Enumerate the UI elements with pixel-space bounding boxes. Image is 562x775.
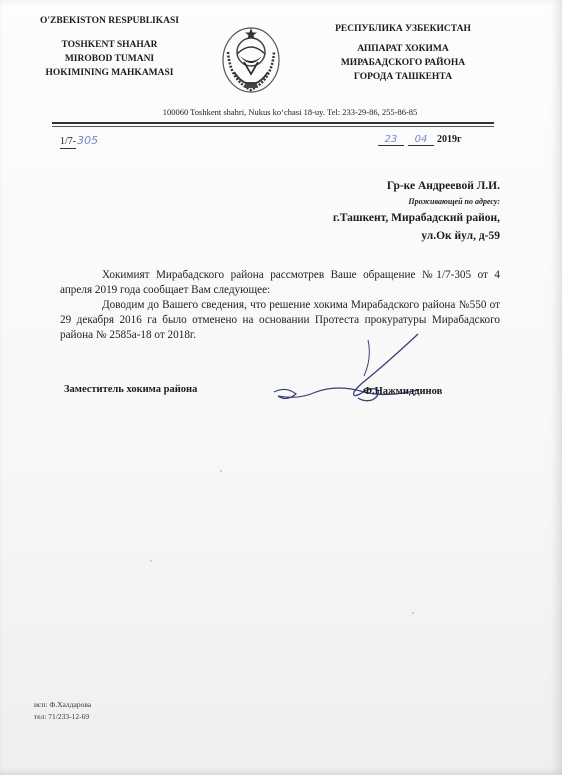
- handwritten-signature-icon: [268, 332, 438, 410]
- date-month: 04: [408, 134, 434, 146]
- header-divider-thin: [52, 126, 494, 127]
- header-right-block: [318, 22, 488, 84]
- outgoing-number-handwritten: 305: [77, 134, 99, 147]
- signatory-name: Ф.Нажмиддинов: [363, 386, 443, 397]
- paper-speck: [150, 560, 152, 562]
- executor-footer: [34, 699, 91, 723]
- signatory-title: Заместитель хокима района: [64, 384, 198, 395]
- paper-speck: [220, 470, 222, 472]
- addressee-address-line2: ул.Ок йул, д-59: [421, 230, 500, 242]
- header-divider: [52, 122, 494, 124]
- header-address: 100060 Toshkent shahri, Nukus ko‘chasi 18-uy. Tel: 233-29-86, 255-86-85: [162, 107, 418, 117]
- body-paragraph-1: Хокимият Мирабадского района рассмотрев Ваше обращение №1/7-305 от 4 апреля 2019 года сообщает Вам следующее:: [60, 269, 500, 296]
- header-right-line1: АППАРАТ ХОКИМА: [357, 44, 449, 54]
- addressee-name: Гр-ке Андреевой Л.И.: [386, 180, 500, 192]
- executor-phone: тел: 71/233-12-69: [34, 712, 90, 721]
- header-left-line2: MIROBOD TUMANI: [64, 54, 155, 64]
- header-left-line3: HOKIMINING MAHKAMASI: [45, 68, 174, 78]
- letter-date: [378, 134, 462, 146]
- header-left-line1: TOSHKENT SHAHAR: [61, 40, 158, 50]
- header-right-line2: МИРАБАДСКОГО РАЙОНА: [340, 58, 466, 68]
- addressee-residing-label: Проживающей по адресу:: [408, 197, 500, 206]
- header-left-block: [22, 14, 197, 80]
- addressee-address-line1: г.Ташкент, Мирабадский район,: [332, 212, 500, 224]
- state-emblem-icon: [220, 22, 282, 97]
- body-paragraph-2: Доводим до Вашего сведения, что решение хокима Мирабадского района №550 от 29 декабря 2016 га было отменено на основании Протеста прокуратуры Мирабадского района № 2585а-18 от 2018г.: [60, 299, 500, 341]
- executor-name: исп: Ф.Халдарова: [34, 700, 92, 709]
- header-right-line3: ГОРОДА ТАШКЕНТА: [353, 72, 453, 82]
- outgoing-number-printed: 1/7-: [60, 136, 77, 147]
- outgoing-number: [60, 134, 98, 147]
- addressee-block: [333, 177, 500, 245]
- date-year: 2019г: [437, 134, 462, 145]
- date-day: 23: [378, 134, 404, 146]
- paper-speck: [412, 612, 414, 614]
- header-left-republic: O'ZBEKISTON RESPUBLIKASI: [40, 16, 179, 26]
- header-right-republic: РЕСПУБЛИКА УЗБЕКИСТАН: [335, 24, 471, 34]
